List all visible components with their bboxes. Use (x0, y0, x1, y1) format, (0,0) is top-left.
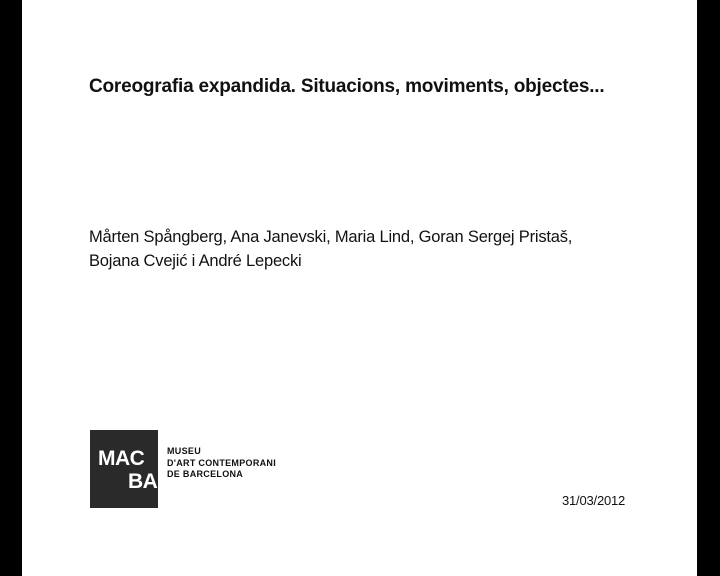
logo-text-line: DE BARCELONA (167, 469, 244, 479)
presentation-slide (22, 0, 697, 576)
logo-wordmark (167, 446, 276, 481)
author-line: Mårten Spångberg, Ana Janevski, Maria Lind, Goran Sergej Pristaš, (89, 228, 573, 246)
slide-title: Coreografia expandida. Situacions, moviments, objectes... (89, 76, 605, 97)
logo-text-line: D'ART CONTEMPORANI (167, 457, 277, 468)
logo-mark-line: BA (128, 470, 158, 493)
logo-mark-line: MAC (98, 447, 145, 470)
author-list (89, 225, 649, 273)
author-line: Bojana Cvejić i André Lepecki (89, 252, 302, 270)
logo-mark (90, 430, 158, 508)
slide-date: 31/03/2012 (562, 493, 626, 508)
logo-text-line: MUSEU (167, 446, 202, 456)
